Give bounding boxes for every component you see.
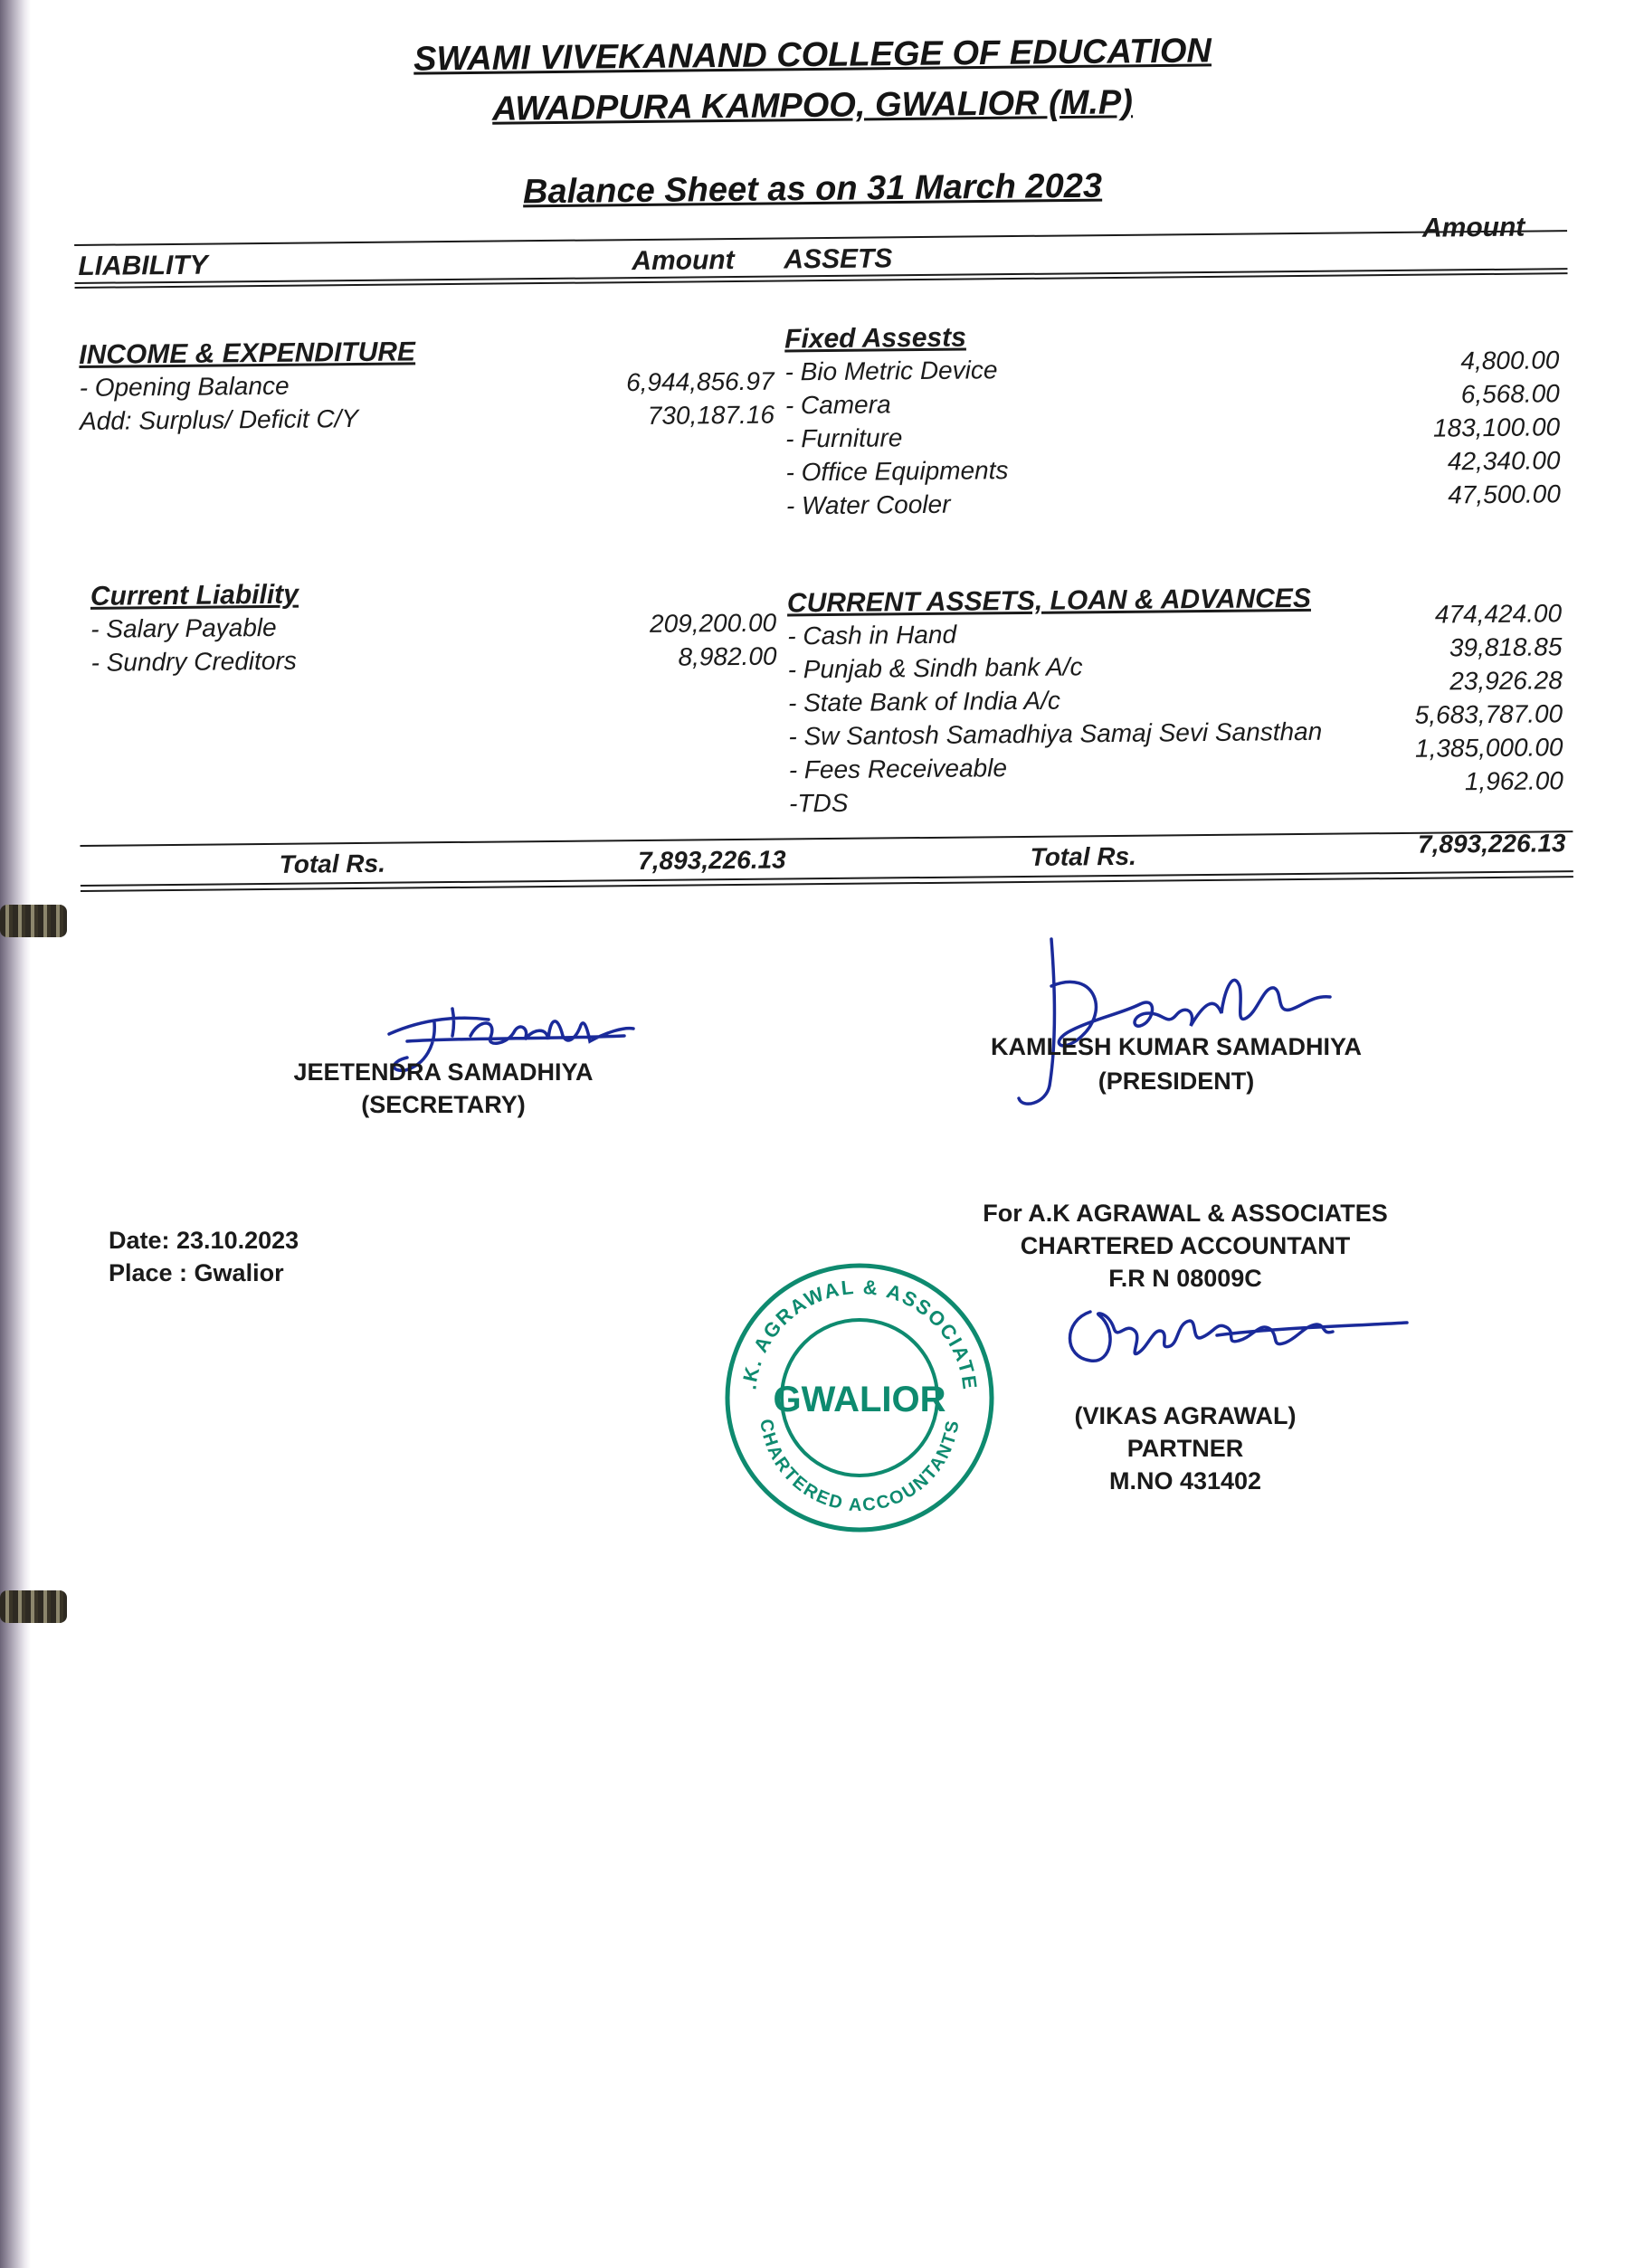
asset-amount: 23,926.28 xyxy=(1449,666,1563,696)
page-edge-shadow xyxy=(0,0,31,2268)
asset-amount: 4,800.00 xyxy=(1460,346,1560,375)
page-title: Balance Sheet as on 31 March 2023 xyxy=(522,166,1103,212)
asset-label: - Punjab & Sindh bank A/c xyxy=(787,652,1083,684)
section-current-assets: CURRENT ASSETS, LOAN & ADVANCES xyxy=(786,583,1312,619)
svg-text:CHARTERED ACCOUNTANTS: CHARTERED ACCOUNTANTS xyxy=(755,1418,964,1516)
asset-label: - Furniture xyxy=(785,423,903,453)
auditor-stamp-icon xyxy=(711,1239,1000,1538)
auditor-designation: CHARTERED ACCOUNTANT xyxy=(1020,1232,1351,1259)
asset-amount: 183,100.00 xyxy=(1432,413,1561,442)
document-date: Date: 23.10.2023 xyxy=(109,1227,299,1254)
partner-membership-no: M.NO 431402 xyxy=(1108,1467,1262,1495)
binder-ring-icon xyxy=(0,1590,67,1623)
asset-label: - Fees Receiveable xyxy=(788,754,1008,784)
svg-text:GWALIOR: GWALIOR xyxy=(773,1380,946,1419)
asset-label: - Water Cooler xyxy=(785,489,951,520)
liability-amount: 730,187.16 xyxy=(647,400,775,430)
president-role: (PRESIDENT) xyxy=(1098,1068,1255,1095)
asset-label: - Cash in Hand xyxy=(787,620,957,650)
document-place: Place : Gwalior xyxy=(109,1259,284,1286)
section-income-expenditure: INCOME & EXPENDITURE xyxy=(79,337,416,370)
college-address: AWADPURA KAMPOO, GWALIOR (M.P) xyxy=(491,83,1134,128)
total-label-right: Total Rs. xyxy=(1030,841,1137,871)
liability-label: Add: Surplus/ Deficit C/Y xyxy=(79,403,359,435)
svg-text:A.K. AGRAWAL & ASSOCIATES: A.K. AGRAWAL & ASSOCIATES xyxy=(711,1239,982,1392)
partner-role: PARTNER xyxy=(1126,1435,1244,1462)
auditor-frn: F.R N 08009C xyxy=(1108,1265,1262,1292)
asset-label: - State Bank of India A/c xyxy=(787,686,1061,717)
binder-ring-icon xyxy=(0,905,67,937)
asset-label: - Camera xyxy=(784,390,891,420)
col-amount-left: Amount xyxy=(632,244,735,277)
balance-sheet-table xyxy=(74,212,1573,939)
liability-label: - Sundry Creditors xyxy=(90,646,297,677)
col-amount-right: Amount xyxy=(1421,212,1525,243)
partner-name: (VIKAS AGRAWAL) xyxy=(1074,1402,1297,1429)
liability-label: - Salary Payable xyxy=(90,612,277,643)
signature-partner xyxy=(1054,1285,1416,1384)
secretary-role: (SECRETARY) xyxy=(361,1091,526,1118)
asset-label: - Bio Metric Device xyxy=(784,356,998,386)
asset-amount: 1,962.00 xyxy=(1464,766,1564,796)
section-current-liability: Current Liability xyxy=(90,579,299,612)
asset-label: - Sw Santosh Samadhiya Samaj Sevi Sansthan xyxy=(788,716,1323,751)
liability-amount: 209,200.00 xyxy=(649,608,777,638)
asset-amount: 5,683,787.00 xyxy=(1414,699,1563,729)
col-assets: ASSETS xyxy=(784,243,893,275)
auditor-firm: For A.K AGRAWAL & ASSOCIATES xyxy=(983,1200,1388,1227)
liability-label: - Opening Balance xyxy=(79,371,290,402)
total-amount-left: 7,893,226.13 xyxy=(638,845,786,876)
asset-amount: 474,424.00 xyxy=(1434,599,1563,629)
asset-label: - Office Equipments xyxy=(785,456,1009,487)
section-fixed-assets: Fixed Assests xyxy=(784,322,966,355)
asset-amount: 1,385,000.00 xyxy=(1414,733,1563,763)
liability-amount: 6,944,856.97 xyxy=(625,366,774,397)
asset-amount: 42,340.00 xyxy=(1447,446,1561,476)
col-liability: LIABILITY xyxy=(78,250,208,281)
total-label-left: Total Rs. xyxy=(279,849,386,878)
liability-amount: 8,982.00 xyxy=(678,641,777,671)
asset-amount: 6,568.00 xyxy=(1460,379,1560,409)
college-name: SWAMI VIVEKANAND COLLEGE OF EDUCATION xyxy=(413,32,1212,79)
secretary-name: JEETENDRA SAMADHIYA xyxy=(293,1058,594,1086)
asset-amount: 47,500.00 xyxy=(1448,479,1561,509)
total-amount-right: 7,893,226.13 xyxy=(1417,829,1566,859)
president-name: KAMLESH KUMAR SAMADHIYA xyxy=(990,1033,1362,1060)
asset-label: -TDS xyxy=(788,788,849,818)
asset-amount: 39,818.85 xyxy=(1449,632,1563,662)
